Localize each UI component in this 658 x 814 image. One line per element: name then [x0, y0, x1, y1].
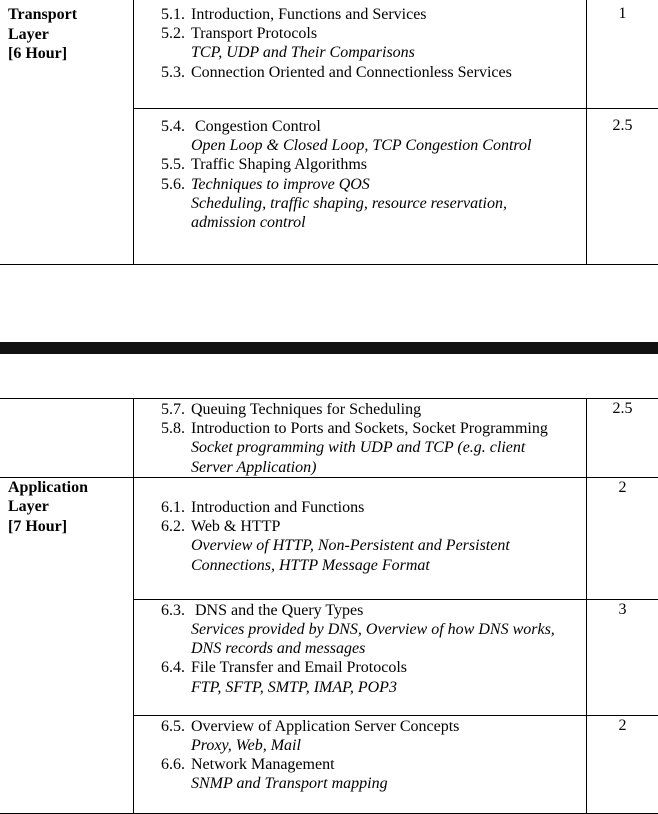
hours-value: 2.5: [612, 117, 633, 134]
list-item-detail: DNS records and messages: [191, 640, 366, 658]
list-item: [134, 136, 586, 155]
list-item: [134, 63, 586, 82]
unit-title-line: Layer: [8, 25, 49, 43]
list-item-number: 5.7.: [161, 401, 185, 418]
list-item-detail: Socket programming with UDP and TCP (e.g. client: [191, 439, 526, 457]
syllabus-table-top: [0, 0, 658, 265]
list-item-number: 6.3.: [161, 601, 185, 619]
list-item-text: Web & HTTP: [191, 518, 281, 536]
table-row: [0, 399, 658, 478]
list-item-detail: admission control: [191, 214, 306, 232]
list-item-detail: Services provided by DNS, Overview of how DNS works,: [191, 621, 555, 639]
unit-cell: [0, 399, 134, 478]
list-item: [134, 498, 586, 517]
list-item: [134, 556, 586, 575]
list-item-text: Overview of Application Server Concepts: [191, 717, 460, 735]
hours-value: 1: [618, 5, 627, 22]
hours-value: 2: [618, 478, 627, 496]
hours-cell: [587, 477, 658, 599]
list-item-number: 5.5.: [161, 156, 185, 174]
unit-title-line: Transport: [8, 6, 78, 23]
list-item-detail: Overview of HTTP, Non-Persistent and Persistent: [191, 537, 510, 555]
list-item-number: 5.6.: [161, 175, 185, 193]
list-item: [134, 458, 586, 477]
list-item-number: 5.1.: [161, 6, 185, 23]
list-item-text: DNS and the Query Types: [191, 601, 364, 619]
list-item-text: Introduction, Functions and Services: [191, 6, 427, 23]
unit-cell: [0, 477, 134, 813]
list-item: [134, 419, 586, 438]
list-item-text: Transport Protocols: [191, 25, 318, 43]
unit-cell: [0, 0, 134, 265]
list-item-number: 6.5.: [161, 717, 185, 735]
hours-cell: [587, 399, 658, 478]
list-item: [134, 5, 586, 24]
list-item-text: Network Management: [191, 756, 335, 774]
list-item-number: 5.4.: [161, 118, 185, 135]
unit-title-line: Application: [8, 478, 89, 496]
list-item: [134, 213, 586, 232]
syllabus-table-bottom: [0, 398, 658, 814]
list-item: [134, 658, 586, 677]
list-item: [134, 479, 586, 498]
table-row: [0, 0, 658, 109]
list-item-text: Introduction and Functions: [191, 499, 365, 516]
list-item: [134, 175, 586, 194]
list-item-text: Traffic Shaping Algorithms: [191, 156, 368, 174]
list-item: [134, 438, 586, 457]
list-item: [134, 155, 586, 174]
list-item: [134, 517, 586, 536]
list-item-text: File Transfer and Email Protocols: [191, 659, 407, 677]
list-item: [134, 400, 586, 419]
list-item-number: 6.2.: [161, 518, 185, 536]
topics-cell: [134, 599, 587, 715]
list-item-number: 6.4.: [161, 659, 185, 677]
list-item: [134, 536, 586, 555]
topics-cell: [134, 0, 587, 109]
topics-cell: [134, 399, 587, 478]
list-item-text: Connection Oriented and Connectionless Services: [191, 63, 512, 81]
list-item-detail: FTP, SFTP, SMTP, IMAP, POP3: [191, 678, 397, 696]
hours-value: 2: [618, 716, 627, 734]
list-item: [134, 24, 586, 43]
list-item: [134, 601, 586, 620]
list-item-number: 6.1.: [161, 499, 185, 516]
list-item-detail: TCP, UDP and Their Comparisons: [191, 44, 415, 62]
list-item-detail: Scheduling, traffic shaping, resource reservation,: [191, 194, 507, 212]
list-item-text: Introduction to Ports and Sockets, Socket Programming: [191, 420, 548, 438]
hours-cell: [587, 715, 658, 813]
unit-title-line: Layer: [8, 498, 49, 516]
list-item: [134, 678, 586, 697]
topics-cell: [134, 109, 587, 265]
list-item: [134, 639, 586, 658]
hours-cell: [587, 599, 658, 715]
list-item-number: 5.8.: [161, 420, 185, 438]
list-item-text: Congestion Control: [191, 118, 321, 135]
hours-value: 2.5: [612, 400, 633, 417]
page-break-bar: [0, 342, 658, 354]
list-item-text: Queuing Techniques for Scheduling: [191, 401, 422, 418]
table-row: [0, 477, 658, 599]
unit-hours-label: [7 Hour]: [8, 517, 68, 535]
list-item: [134, 717, 586, 736]
list-item-number: 5.3.: [161, 63, 185, 81]
list-item-detail: Techniques to improve QOS: [191, 175, 370, 193]
list-item-number: 5.2.: [161, 25, 185, 43]
list-item-detail: Open Loop & Closed Loop, TCP Congestion Control: [191, 137, 532, 155]
unit-hours-label: [6 Hour]: [8, 45, 68, 62]
topics-cell: [134, 477, 587, 599]
hours-cell: [587, 109, 658, 265]
list-item-detail: Proxy, Web, Mail: [191, 737, 301, 755]
list-item: [134, 43, 586, 62]
list-item: [134, 620, 586, 639]
list-item: [134, 117, 586, 136]
list-item: [134, 755, 586, 774]
list-item-detail: Connections, HTTP Message Format: [191, 556, 430, 574]
hours-cell: [587, 0, 658, 109]
list-item: [134, 194, 586, 213]
list-item: [134, 736, 586, 755]
list-item-detail: SNMP and Transport mapping: [191, 775, 388, 793]
list-item: [134, 774, 586, 793]
list-item-number: 6.6.: [161, 756, 185, 774]
hours-value: 3: [618, 600, 627, 618]
list-item-detail: Server Application): [191, 458, 317, 476]
topics-cell: [134, 715, 587, 813]
